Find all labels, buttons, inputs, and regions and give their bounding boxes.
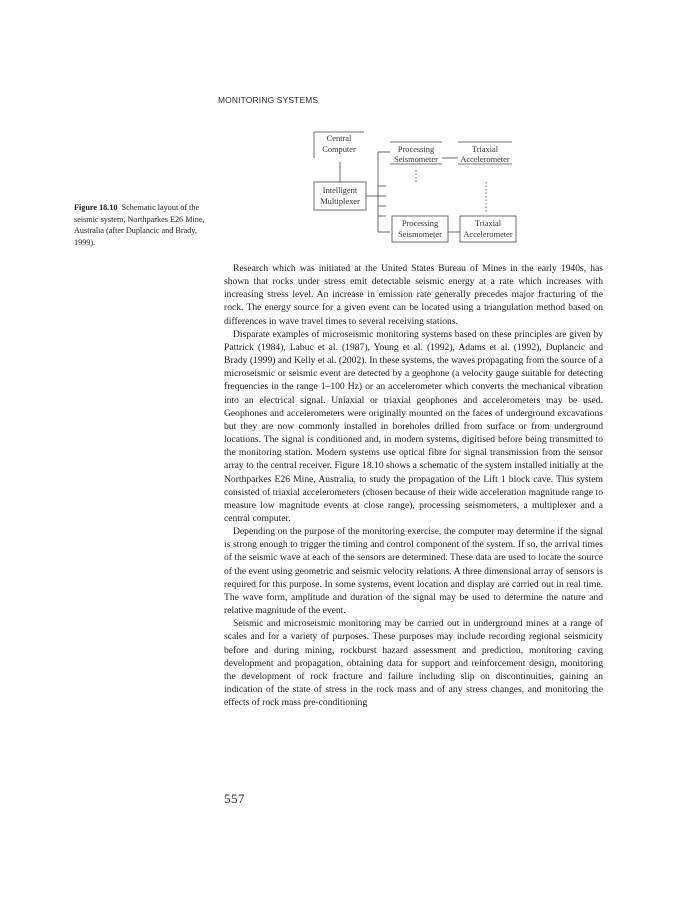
paragraph-3: Depending on the purpose of the monitoring exercise, the computer may determine if the signal is strong enough to trigger the timing and control component of the system. If so, the arrival times of the seismic wave at each of the sensors are determined. These data are used to locate the source of the event using geometric and seismic velocity relations. A three dimensional array of sensors is required for this purpose. In some systems, event location and display are carried out in real time. The wave form, amplitude and duration of the signal may be used to determine the nature and relative magnitude of the event. bbox=[224, 526, 603, 617]
page-number: 557 bbox=[224, 791, 245, 806]
paragraph-2: Disparate examples of microseismic monitoring systems based on these principles are given by Pattrick (1984), Labuc et al. (1987), Young et al. (1992), Adams et al. (1992), Duplancic and Brady (1999) and Kelly et al. (2002). In these systems, the waves propagating from the source of a microseismic or seismic event are detected by a geophone (a velocity gauge suitable for detecting frequencies in the range 1–100 Hz) or an accelerometer which converts the mechanical vibration into an electrical signal. Uniaxial or triaxial geophones and accelerometers may be used. Geophones and accelerometers were originally mounted on the faces of underground excavations but they are now commonly installed in boreholes drilled from surface or from underground locations. The signal is conditioned and, in modern systems, digitised before being transmitted to the monitoring station. Modern systems use optical fibre for signal transmission from the sensor array to the central receiver. Figure 18.10 shows a schematic of the system installed initially at the Northparkes E26 Mine, Australia, to study the propagation of the Lift 1 block cave. This system consisted of triaxial accelerometers (chosen because of their wide acceleration magnitude range to measure low magnitude events at close range), processing seismometers, a multiplexer and a central computer. bbox=[224, 328, 603, 524]
top-seismometer-label-2: Seismometer bbox=[394, 155, 438, 164]
multiplexer-label-2: Multiplexer bbox=[320, 197, 360, 206]
bottom-seismometer-label-2: Seismometer bbox=[398, 230, 442, 239]
bottom-accelerometer-label-1: Triaxial bbox=[474, 219, 502, 228]
figure-caption bbox=[74, 202, 220, 248]
figure-caption-label: Figure 18.10 bbox=[74, 203, 118, 212]
central-computer-label-1: Central bbox=[326, 134, 352, 143]
top-accelerometer-label-2: Accelerometer bbox=[460, 155, 510, 164]
schematic-diagram bbox=[300, 122, 620, 252]
bottom-seismometer-label-1: Processing bbox=[401, 219, 439, 228]
figure-18-10-schematic bbox=[300, 122, 620, 252]
figure-caption-text: Schematic layout of the seismic system, Northparkes E26 Mine, Australia (after Duplancic and Brady, 1999). bbox=[74, 203, 205, 247]
paragraph-1: Research which was initiated at the United States Bureau of Mines in the early 1940s, has shown that rocks under stress emit detectable seismic energy at a rate which increases with increasing stress level. An increase in emission rate generally precedes major fracturing of the rock. The energy source for a given event can be located using a triangulation method based on differences in wave travel times to several receiving stations. bbox=[224, 263, 603, 327]
body-text bbox=[224, 262, 603, 709]
paragraph-4: Seismic and microseismic monitoring may be carried out in underground mines at a range of scales and for a variety of purposes. These purposes may include recording regional seismicity before and during mining, rockburst hazard assessment and prediction, monitoring caving development and propagation, obtaining data for support and reinforcement design, monitoring the development of rock fracture and failure including slip on discontinuities, gaining an indication of the state of stress in the rock mass and of any stress changes, and monitoring the effects of rock mass pre-conditioning bbox=[224, 618, 603, 709]
bottom-accelerometer-label-2: Accelerometer bbox=[463, 230, 513, 239]
top-seismometer-label-1: Processing bbox=[397, 145, 435, 154]
running-head: MONITORING SYSTEMS bbox=[218, 95, 319, 105]
multiplexer-label-1: Intelligent bbox=[322, 186, 358, 195]
central-computer-label-2: Computer bbox=[322, 145, 356, 154]
top-accelerometer-label-1: Triaxial bbox=[471, 145, 499, 154]
